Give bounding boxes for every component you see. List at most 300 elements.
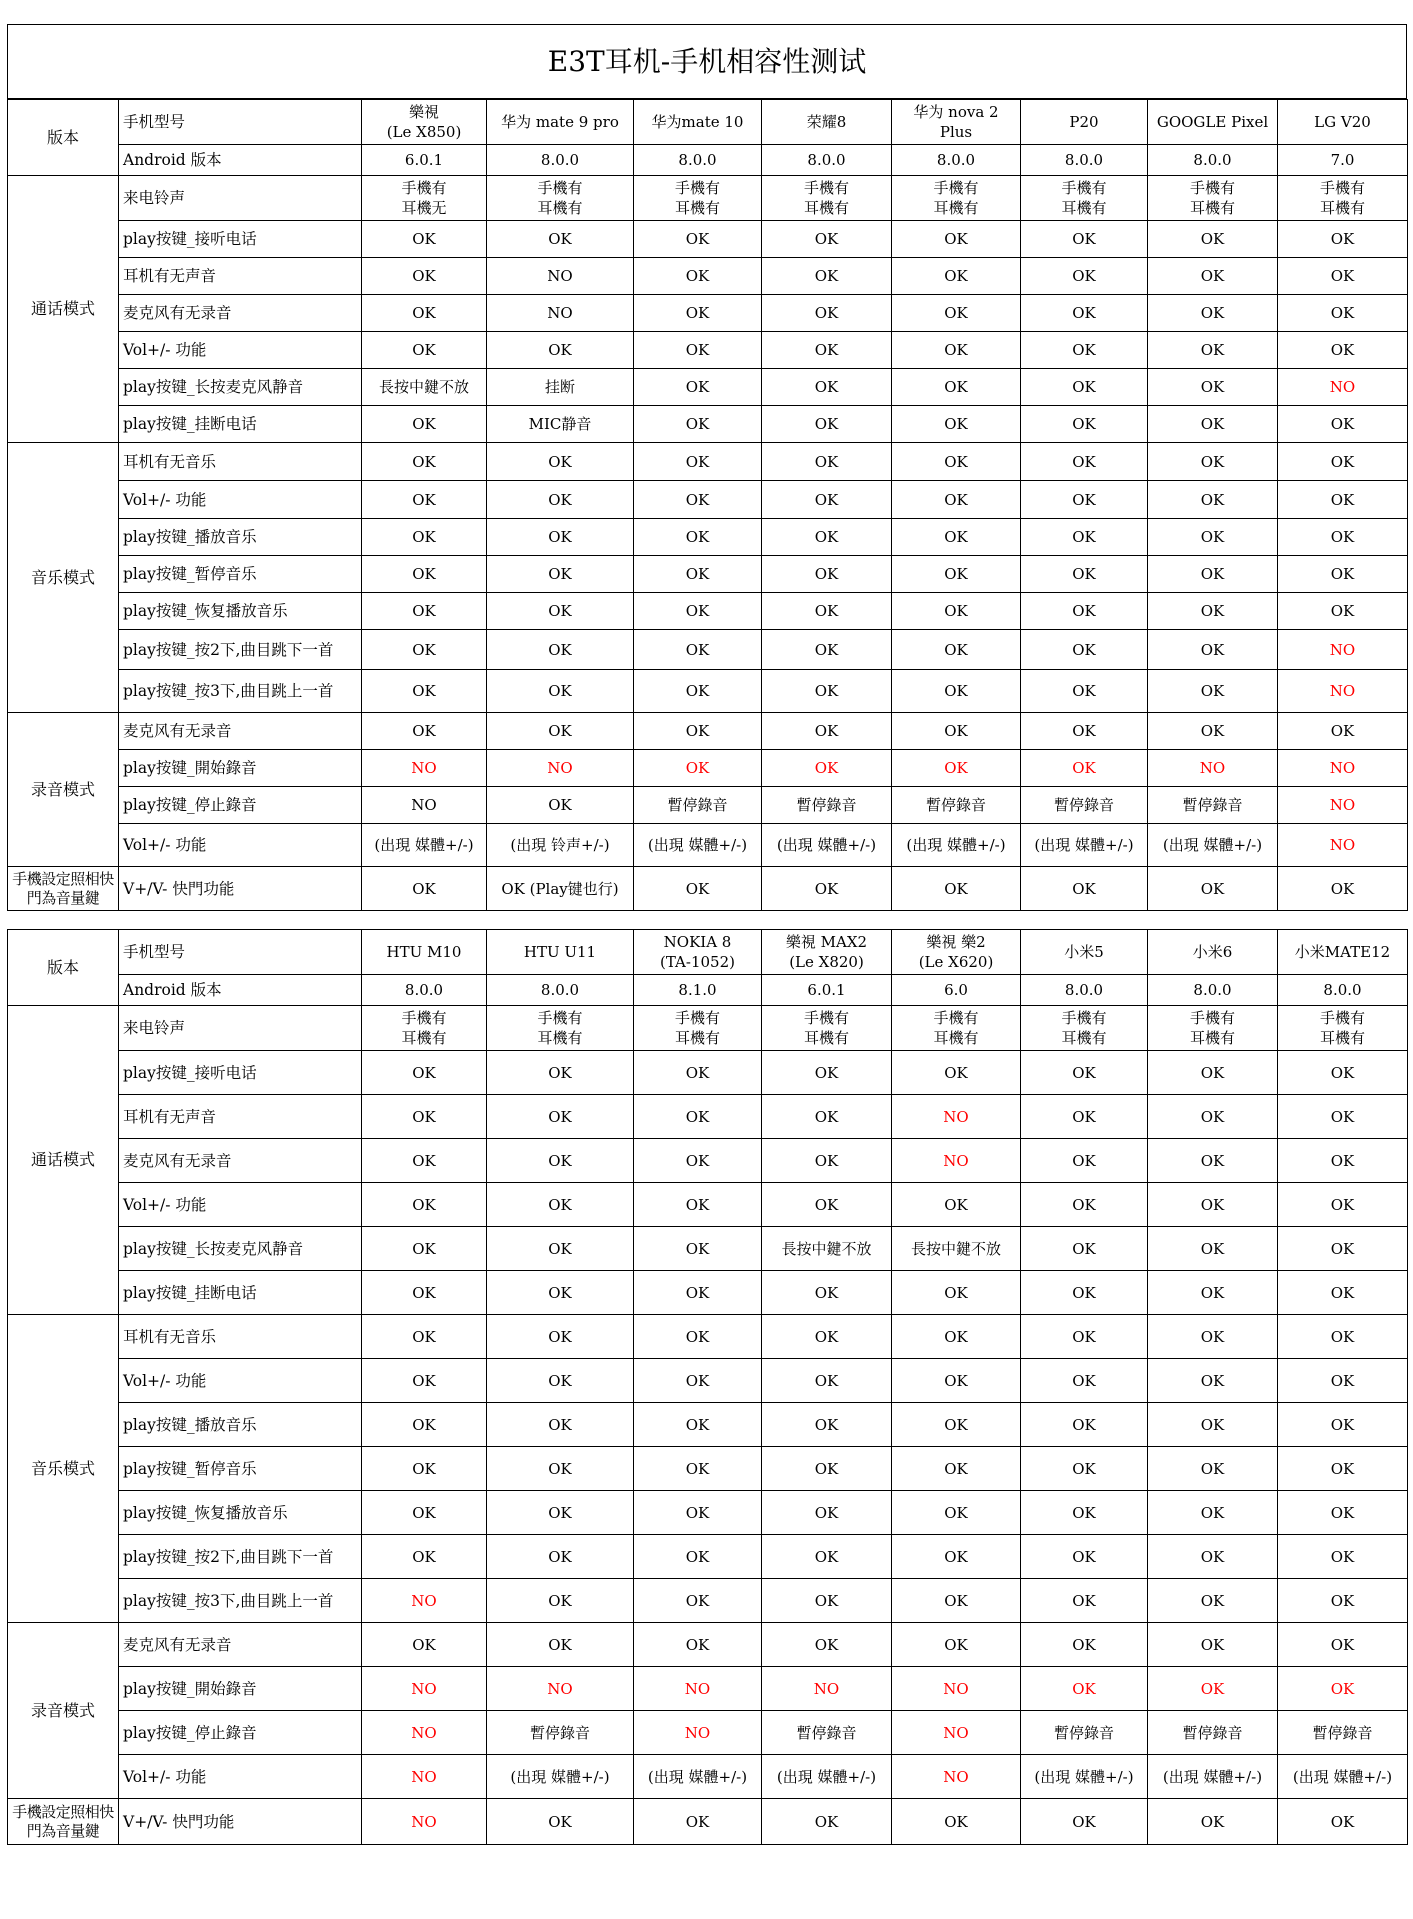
android-version-cell: 8.0.0 bbox=[1021, 145, 1148, 176]
test-item-label: Vol+/- 功能 bbox=[119, 1359, 362, 1403]
result-cell: OK bbox=[1021, 630, 1148, 670]
result-cell: NO bbox=[1278, 750, 1408, 787]
result-cell: OK bbox=[892, 295, 1021, 332]
title-table bbox=[7, 24, 1407, 99]
call-row bbox=[8, 369, 1408, 406]
result-cell: OK bbox=[892, 1359, 1021, 1403]
result-cell: 挂断 bbox=[487, 369, 634, 406]
phone-model-cell: HTU U11 bbox=[487, 930, 634, 975]
result-cell: OK bbox=[762, 867, 892, 911]
android-version-cell: 8.0.0 bbox=[892, 145, 1021, 176]
android-version-label: Android 版本 bbox=[119, 975, 362, 1006]
music-group-label: 音乐模式 bbox=[8, 1315, 119, 1623]
result-cell: OK bbox=[762, 1271, 892, 1315]
result-cell: OK bbox=[1278, 1623, 1408, 1667]
test-item-label: V+/V- 快門功能 bbox=[119, 1799, 362, 1845]
result-cell: NO bbox=[1278, 670, 1408, 713]
music-row bbox=[8, 519, 1408, 556]
test-item-label: Vol+/- 功能 bbox=[119, 332, 362, 369]
result-cell: OK bbox=[634, 295, 762, 332]
shortcut-row bbox=[8, 867, 1408, 911]
android-version-cell: 7.0 bbox=[1278, 145, 1408, 176]
result-cell: OK bbox=[892, 1315, 1021, 1359]
result-cell: OK bbox=[1021, 1623, 1148, 1667]
result-cell: OK bbox=[634, 1579, 762, 1623]
record-group-label: 录音模式 bbox=[8, 713, 119, 867]
shortcut-group-label: 手機設定照相快門為音量鍵 bbox=[8, 867, 119, 911]
test-item-label: play按键_播放音乐 bbox=[119, 1403, 362, 1447]
test-item-label: 麦克风有无录音 bbox=[119, 713, 362, 750]
result-cell: OK bbox=[487, 1095, 634, 1139]
call-row bbox=[8, 258, 1408, 295]
test-item-label: play按键_按3下,曲目跳上一首 bbox=[119, 670, 362, 713]
result-cell: OK bbox=[1278, 1667, 1408, 1711]
android-version-cell: 8.0.0 bbox=[362, 975, 487, 1006]
result-cell: OK bbox=[1278, 556, 1408, 593]
result-cell: OK bbox=[1021, 1271, 1148, 1315]
result-cell: OK bbox=[487, 1447, 634, 1491]
compat-table-2 bbox=[7, 929, 1408, 1845]
result-cell: OK bbox=[487, 670, 634, 713]
result-cell: OK bbox=[487, 1139, 634, 1183]
test-item-label: 来电铃声 bbox=[119, 176, 362, 221]
result-cell: OK bbox=[634, 258, 762, 295]
result-cell: OK bbox=[1148, 1359, 1278, 1403]
result-cell: OK bbox=[892, 670, 1021, 713]
result-cell: OK bbox=[634, 1359, 762, 1403]
result-cell: OK bbox=[634, 1227, 762, 1271]
result-cell: OK bbox=[1021, 1535, 1148, 1579]
result-cell: OK bbox=[1021, 1491, 1148, 1535]
result-cell: OK bbox=[487, 443, 634, 481]
test-item-label: 来电铃声 bbox=[119, 1006, 362, 1051]
android-version-row bbox=[8, 975, 1408, 1006]
result-cell: OK bbox=[1148, 593, 1278, 630]
result-cell: 手機有 耳機有 bbox=[892, 176, 1021, 221]
result-cell: OK bbox=[762, 369, 892, 406]
result-cell: 暫停錄音 bbox=[1278, 1711, 1408, 1755]
result-cell: OK bbox=[1148, 406, 1278, 443]
call-group-label: 通话模式 bbox=[8, 176, 119, 443]
result-cell: OK bbox=[1021, 593, 1148, 630]
result-cell: OK bbox=[362, 670, 487, 713]
result-cell: OK bbox=[362, 630, 487, 670]
result-cell: NO bbox=[362, 1799, 487, 1845]
result-cell: OK bbox=[1148, 1799, 1278, 1845]
record-row bbox=[8, 713, 1408, 750]
result-cell: OK bbox=[1278, 713, 1408, 750]
result-cell: OK bbox=[1148, 1535, 1278, 1579]
result-cell: OK bbox=[1148, 1447, 1278, 1491]
android-version-label: Android 版本 bbox=[119, 145, 362, 176]
record-row bbox=[8, 1623, 1408, 1667]
result-cell: OK bbox=[362, 295, 487, 332]
android-version-cell: 8.0.0 bbox=[1021, 975, 1148, 1006]
result-cell: OK bbox=[892, 713, 1021, 750]
compatibility-sheet bbox=[7, 24, 1407, 1845]
call-row bbox=[8, 1271, 1408, 1315]
result-cell: OK bbox=[892, 1403, 1021, 1447]
test-item-label: 麦克风有无录音 bbox=[119, 1139, 362, 1183]
result-cell: (出現 媒體+/-) bbox=[362, 824, 487, 867]
result-cell: OK bbox=[362, 1447, 487, 1491]
version-label: 版本 bbox=[8, 100, 119, 176]
result-cell: 手機有 耳機有 bbox=[487, 176, 634, 221]
result-cell: OK bbox=[1021, 670, 1148, 713]
result-cell: OK bbox=[1021, 369, 1148, 406]
result-cell: OK bbox=[362, 1535, 487, 1579]
result-cell: OK bbox=[892, 1799, 1021, 1845]
result-cell: OK bbox=[634, 443, 762, 481]
result-cell: OK bbox=[1278, 1051, 1408, 1095]
result-cell: OK bbox=[1021, 295, 1148, 332]
call-row bbox=[8, 1006, 1408, 1051]
test-item-label: play按键_播放音乐 bbox=[119, 519, 362, 556]
test-item-label: play按键_開始錄音 bbox=[119, 1667, 362, 1711]
result-cell: 暫停錄音 bbox=[634, 787, 762, 824]
result-cell: OK bbox=[487, 519, 634, 556]
result-cell: NO bbox=[362, 787, 487, 824]
result-cell: OK bbox=[487, 713, 634, 750]
result-cell: OK bbox=[634, 1623, 762, 1667]
result-cell: OK bbox=[362, 556, 487, 593]
result-cell: OK bbox=[487, 556, 634, 593]
test-item-label: play按键_開始錄音 bbox=[119, 750, 362, 787]
result-cell: 手機有 耳機有 bbox=[892, 1006, 1021, 1051]
result-cell: OK bbox=[1148, 1227, 1278, 1271]
call-row bbox=[8, 1095, 1408, 1139]
result-cell: OK bbox=[1021, 519, 1148, 556]
result-cell: NO bbox=[487, 750, 634, 787]
result-cell: NO bbox=[362, 1579, 487, 1623]
result-cell: (出現 铃声+/-) bbox=[487, 824, 634, 867]
result-cell: OK bbox=[362, 1403, 487, 1447]
test-item-label: play按键_长按麦克风静音 bbox=[119, 1227, 362, 1271]
result-cell: OK bbox=[1148, 1667, 1278, 1711]
music-row bbox=[8, 443, 1408, 481]
result-cell: OK bbox=[762, 713, 892, 750]
result-cell: 手機有 耳機无 bbox=[362, 176, 487, 221]
result-cell: OK bbox=[762, 1359, 892, 1403]
result-cell: OK bbox=[487, 1799, 634, 1845]
result-cell: OK bbox=[1278, 1579, 1408, 1623]
record-row bbox=[8, 1711, 1408, 1755]
result-cell: MIC静音 bbox=[487, 406, 634, 443]
result-cell: OK bbox=[1278, 1183, 1408, 1227]
result-cell: 手機有 耳機有 bbox=[1148, 1006, 1278, 1051]
result-cell: (出現 媒體+/-) bbox=[1278, 1755, 1408, 1799]
result-cell: OK bbox=[487, 1227, 634, 1271]
result-cell: OK bbox=[1148, 713, 1278, 750]
android-version-cell: 8.0.0 bbox=[634, 145, 762, 176]
phone-model-cell: HTU M10 bbox=[362, 930, 487, 975]
result-cell: OK bbox=[362, 258, 487, 295]
result-cell: OK bbox=[892, 1271, 1021, 1315]
result-cell: OK bbox=[362, 1359, 487, 1403]
result-cell: NO bbox=[487, 295, 634, 332]
phone-model-cell: 华为 mate 9 pro bbox=[487, 100, 634, 145]
result-cell: OK bbox=[362, 1139, 487, 1183]
result-cell: OK bbox=[1021, 481, 1148, 519]
result-cell: OK bbox=[1148, 1051, 1278, 1095]
music-group-label: 音乐模式 bbox=[8, 443, 119, 713]
result-cell: (出現 媒體+/-) bbox=[1148, 824, 1278, 867]
test-item-label: play按键_长按麦克风静音 bbox=[119, 369, 362, 406]
result-cell: OK bbox=[362, 221, 487, 258]
result-cell: OK bbox=[362, 593, 487, 630]
result-cell: OK bbox=[634, 1095, 762, 1139]
result-cell: OK bbox=[762, 295, 892, 332]
phone-model-cell: 荣耀8 bbox=[762, 100, 892, 145]
test-item-label: 耳机有无声音 bbox=[119, 1095, 362, 1139]
result-cell: OK bbox=[892, 481, 1021, 519]
result-cell: NO bbox=[892, 1711, 1021, 1755]
result-cell: OK bbox=[1148, 1139, 1278, 1183]
result-cell: OK bbox=[487, 1403, 634, 1447]
result-cell: OK bbox=[1021, 1403, 1148, 1447]
result-cell: OK bbox=[1278, 332, 1408, 369]
result-cell: OK bbox=[1278, 1403, 1408, 1447]
record-row bbox=[8, 787, 1408, 824]
result-cell: OK bbox=[892, 556, 1021, 593]
result-cell: OK bbox=[1278, 295, 1408, 332]
result-cell: (出現 媒體+/-) bbox=[634, 824, 762, 867]
test-item-label: play按键_恢复播放音乐 bbox=[119, 593, 362, 630]
call-row bbox=[8, 1227, 1408, 1271]
result-cell: OK bbox=[892, 1183, 1021, 1227]
result-cell: OK bbox=[362, 481, 487, 519]
result-cell: OK bbox=[487, 1183, 634, 1227]
result-cell: OK bbox=[762, 1139, 892, 1183]
result-cell: OK bbox=[362, 406, 487, 443]
result-cell: NO bbox=[487, 1667, 634, 1711]
android-version-cell: 8.0.0 bbox=[487, 975, 634, 1006]
result-cell: OK bbox=[634, 1447, 762, 1491]
result-cell: OK bbox=[634, 1271, 762, 1315]
result-cell: OK bbox=[1021, 258, 1148, 295]
music-row bbox=[8, 1447, 1408, 1491]
result-cell: OK bbox=[634, 406, 762, 443]
result-cell: OK bbox=[487, 1491, 634, 1535]
android-version-cell: 8.1.0 bbox=[634, 975, 762, 1006]
result-cell: OK bbox=[1278, 1535, 1408, 1579]
result-cell: 暫停錄音 bbox=[1148, 787, 1278, 824]
result-cell: OK bbox=[1278, 519, 1408, 556]
result-cell: OK bbox=[892, 369, 1021, 406]
result-cell: OK bbox=[762, 630, 892, 670]
result-cell: 暫停錄音 bbox=[1021, 1711, 1148, 1755]
result-cell: OK bbox=[762, 1315, 892, 1359]
result-cell: 手機有 耳機有 bbox=[762, 176, 892, 221]
result-cell: NO bbox=[762, 1667, 892, 1711]
result-cell: OK bbox=[634, 867, 762, 911]
result-cell: 手機有 耳機有 bbox=[1021, 176, 1148, 221]
compat-table-1 bbox=[7, 99, 1408, 911]
result-cell: OK bbox=[362, 332, 487, 369]
test-item-label: play按键_接听电话 bbox=[119, 1051, 362, 1095]
result-cell: OK bbox=[1021, 713, 1148, 750]
test-item-label: 麦克风有无录音 bbox=[119, 295, 362, 332]
result-cell: OK bbox=[1148, 1095, 1278, 1139]
test-item-label: 麦克风有无录音 bbox=[119, 1623, 362, 1667]
call-row bbox=[8, 1051, 1408, 1095]
call-row bbox=[8, 1183, 1408, 1227]
result-cell: OK bbox=[1021, 332, 1148, 369]
result-cell: OK bbox=[1278, 443, 1408, 481]
result-cell: OK bbox=[1021, 1095, 1148, 1139]
result-cell: OK bbox=[1278, 1227, 1408, 1271]
result-cell: OK bbox=[1148, 519, 1278, 556]
result-cell: OK bbox=[892, 1535, 1021, 1579]
test-item-label: Vol+/- 功能 bbox=[119, 1755, 362, 1799]
result-cell: OK bbox=[1148, 1491, 1278, 1535]
result-cell: OK bbox=[892, 1491, 1021, 1535]
shortcut-group-label: 手機設定照相快門為音量鍵 bbox=[8, 1799, 119, 1845]
result-cell: OK bbox=[892, 593, 1021, 630]
result-cell: OK bbox=[634, 593, 762, 630]
result-cell: OK bbox=[1278, 258, 1408, 295]
result-cell: OK bbox=[762, 1447, 892, 1491]
result-cell: NO bbox=[892, 1139, 1021, 1183]
result-cell: OK bbox=[1021, 221, 1148, 258]
result-cell: OK bbox=[1148, 867, 1278, 911]
android-version-cell: 8.0.0 bbox=[762, 145, 892, 176]
result-cell: NO bbox=[1278, 369, 1408, 406]
result-cell: OK bbox=[762, 750, 892, 787]
record-row bbox=[8, 1667, 1408, 1711]
result-cell: (出現 媒體+/-) bbox=[892, 824, 1021, 867]
music-row bbox=[8, 1579, 1408, 1623]
android-version-cell: 6.0.1 bbox=[362, 145, 487, 176]
result-cell: OK bbox=[892, 1447, 1021, 1491]
result-cell: OK bbox=[762, 443, 892, 481]
test-item-label: play按键_暂停音乐 bbox=[119, 556, 362, 593]
music-row bbox=[8, 1535, 1408, 1579]
result-cell: 暫停錄音 bbox=[487, 1711, 634, 1755]
call-row bbox=[8, 295, 1408, 332]
result-cell: OK bbox=[634, 670, 762, 713]
result-cell: OK bbox=[634, 221, 762, 258]
result-cell: OK bbox=[634, 1535, 762, 1579]
shortcut-row bbox=[8, 1799, 1408, 1845]
phone-model-cell: 华为 nova 2 Plus bbox=[892, 100, 1021, 145]
test-item-label: play按键_接听电话 bbox=[119, 221, 362, 258]
android-version-cell: 8.0.0 bbox=[487, 145, 634, 176]
result-cell: OK bbox=[892, 332, 1021, 369]
result-cell: OK bbox=[1148, 369, 1278, 406]
result-cell: OK bbox=[892, 867, 1021, 911]
result-cell: OK bbox=[634, 481, 762, 519]
result-cell: OK bbox=[487, 630, 634, 670]
result-cell: OK bbox=[1278, 1799, 1408, 1845]
result-cell: OK bbox=[487, 787, 634, 824]
result-cell: OK bbox=[1021, 867, 1148, 911]
result-cell: NO bbox=[362, 1755, 487, 1799]
title-row bbox=[8, 25, 1407, 99]
phone-model-cell: 小米5 bbox=[1021, 930, 1148, 975]
result-cell: OK bbox=[362, 867, 487, 911]
result-cell: OK bbox=[487, 593, 634, 630]
result-cell: 手機有 耳機有 bbox=[1278, 1006, 1408, 1051]
result-cell: OK bbox=[1148, 1271, 1278, 1315]
result-cell: (出現 媒體+/-) bbox=[634, 1755, 762, 1799]
result-cell: (出現 媒體+/-) bbox=[1148, 1755, 1278, 1799]
result-cell: OK bbox=[1021, 1315, 1148, 1359]
result-cell: OK bbox=[1021, 1227, 1148, 1271]
result-cell: NO bbox=[634, 1711, 762, 1755]
test-item-label: play按键_停止錄音 bbox=[119, 787, 362, 824]
music-row bbox=[8, 593, 1408, 630]
result-cell: OK bbox=[892, 750, 1021, 787]
result-cell: OK bbox=[762, 1051, 892, 1095]
result-cell: OK bbox=[487, 1051, 634, 1095]
result-cell: OK bbox=[762, 221, 892, 258]
result-cell: OK bbox=[762, 1403, 892, 1447]
phone-model-cell: P20 bbox=[1021, 100, 1148, 145]
result-cell: OK bbox=[487, 1359, 634, 1403]
result-cell: OK bbox=[1278, 867, 1408, 911]
result-cell: OK bbox=[762, 519, 892, 556]
result-cell: OK bbox=[1021, 1183, 1148, 1227]
music-row bbox=[8, 1491, 1408, 1535]
result-cell: OK bbox=[1278, 221, 1408, 258]
music-row bbox=[8, 1315, 1408, 1359]
result-cell: OK bbox=[1021, 1447, 1148, 1491]
result-cell: OK bbox=[762, 1535, 892, 1579]
result-cell: OK bbox=[487, 1271, 634, 1315]
phone-model-cell: LG V20 bbox=[1278, 100, 1408, 145]
result-cell: OK bbox=[362, 1227, 487, 1271]
result-cell: OK bbox=[762, 332, 892, 369]
result-cell: OK bbox=[1148, 1403, 1278, 1447]
record-row bbox=[8, 750, 1408, 787]
result-cell: OK bbox=[362, 1095, 487, 1139]
result-cell: OK bbox=[634, 750, 762, 787]
result-cell: 暫停錄音 bbox=[1021, 787, 1148, 824]
android-version-cell: 8.0.0 bbox=[1278, 975, 1408, 1006]
result-cell: OK bbox=[634, 1315, 762, 1359]
result-cell: OK bbox=[762, 1623, 892, 1667]
record-group-label: 录音模式 bbox=[8, 1623, 119, 1799]
result-cell: OK bbox=[762, 481, 892, 519]
result-cell: OK bbox=[1148, 670, 1278, 713]
result-cell: OK bbox=[762, 593, 892, 630]
result-cell: OK bbox=[634, 556, 762, 593]
result-cell: OK bbox=[634, 332, 762, 369]
result-cell: OK bbox=[634, 519, 762, 556]
result-cell: OK bbox=[487, 1579, 634, 1623]
android-version-cell: 8.0.0 bbox=[1148, 145, 1278, 176]
result-cell: OK bbox=[892, 1579, 1021, 1623]
result-cell: 手機有 耳機有 bbox=[362, 1006, 487, 1051]
result-cell: 手機有 耳機有 bbox=[762, 1006, 892, 1051]
android-version-cell: 8.0.0 bbox=[1148, 975, 1278, 1006]
version-label: 版本 bbox=[8, 930, 119, 1006]
record-row bbox=[8, 824, 1408, 867]
result-cell: OK bbox=[1278, 1315, 1408, 1359]
result-cell: OK bbox=[487, 1535, 634, 1579]
result-cell: OK bbox=[634, 713, 762, 750]
result-cell: 手機有 耳機有 bbox=[487, 1006, 634, 1051]
result-cell: 長按中鍵不放 bbox=[362, 369, 487, 406]
android-version-cell: 6.0.1 bbox=[762, 975, 892, 1006]
result-cell: OK bbox=[762, 406, 892, 443]
result-cell: OK bbox=[892, 221, 1021, 258]
phone-model-label: 手机型号 bbox=[119, 930, 362, 975]
result-cell: OK bbox=[1148, 481, 1278, 519]
android-version-row bbox=[8, 145, 1408, 176]
result-cell: OK bbox=[487, 481, 634, 519]
